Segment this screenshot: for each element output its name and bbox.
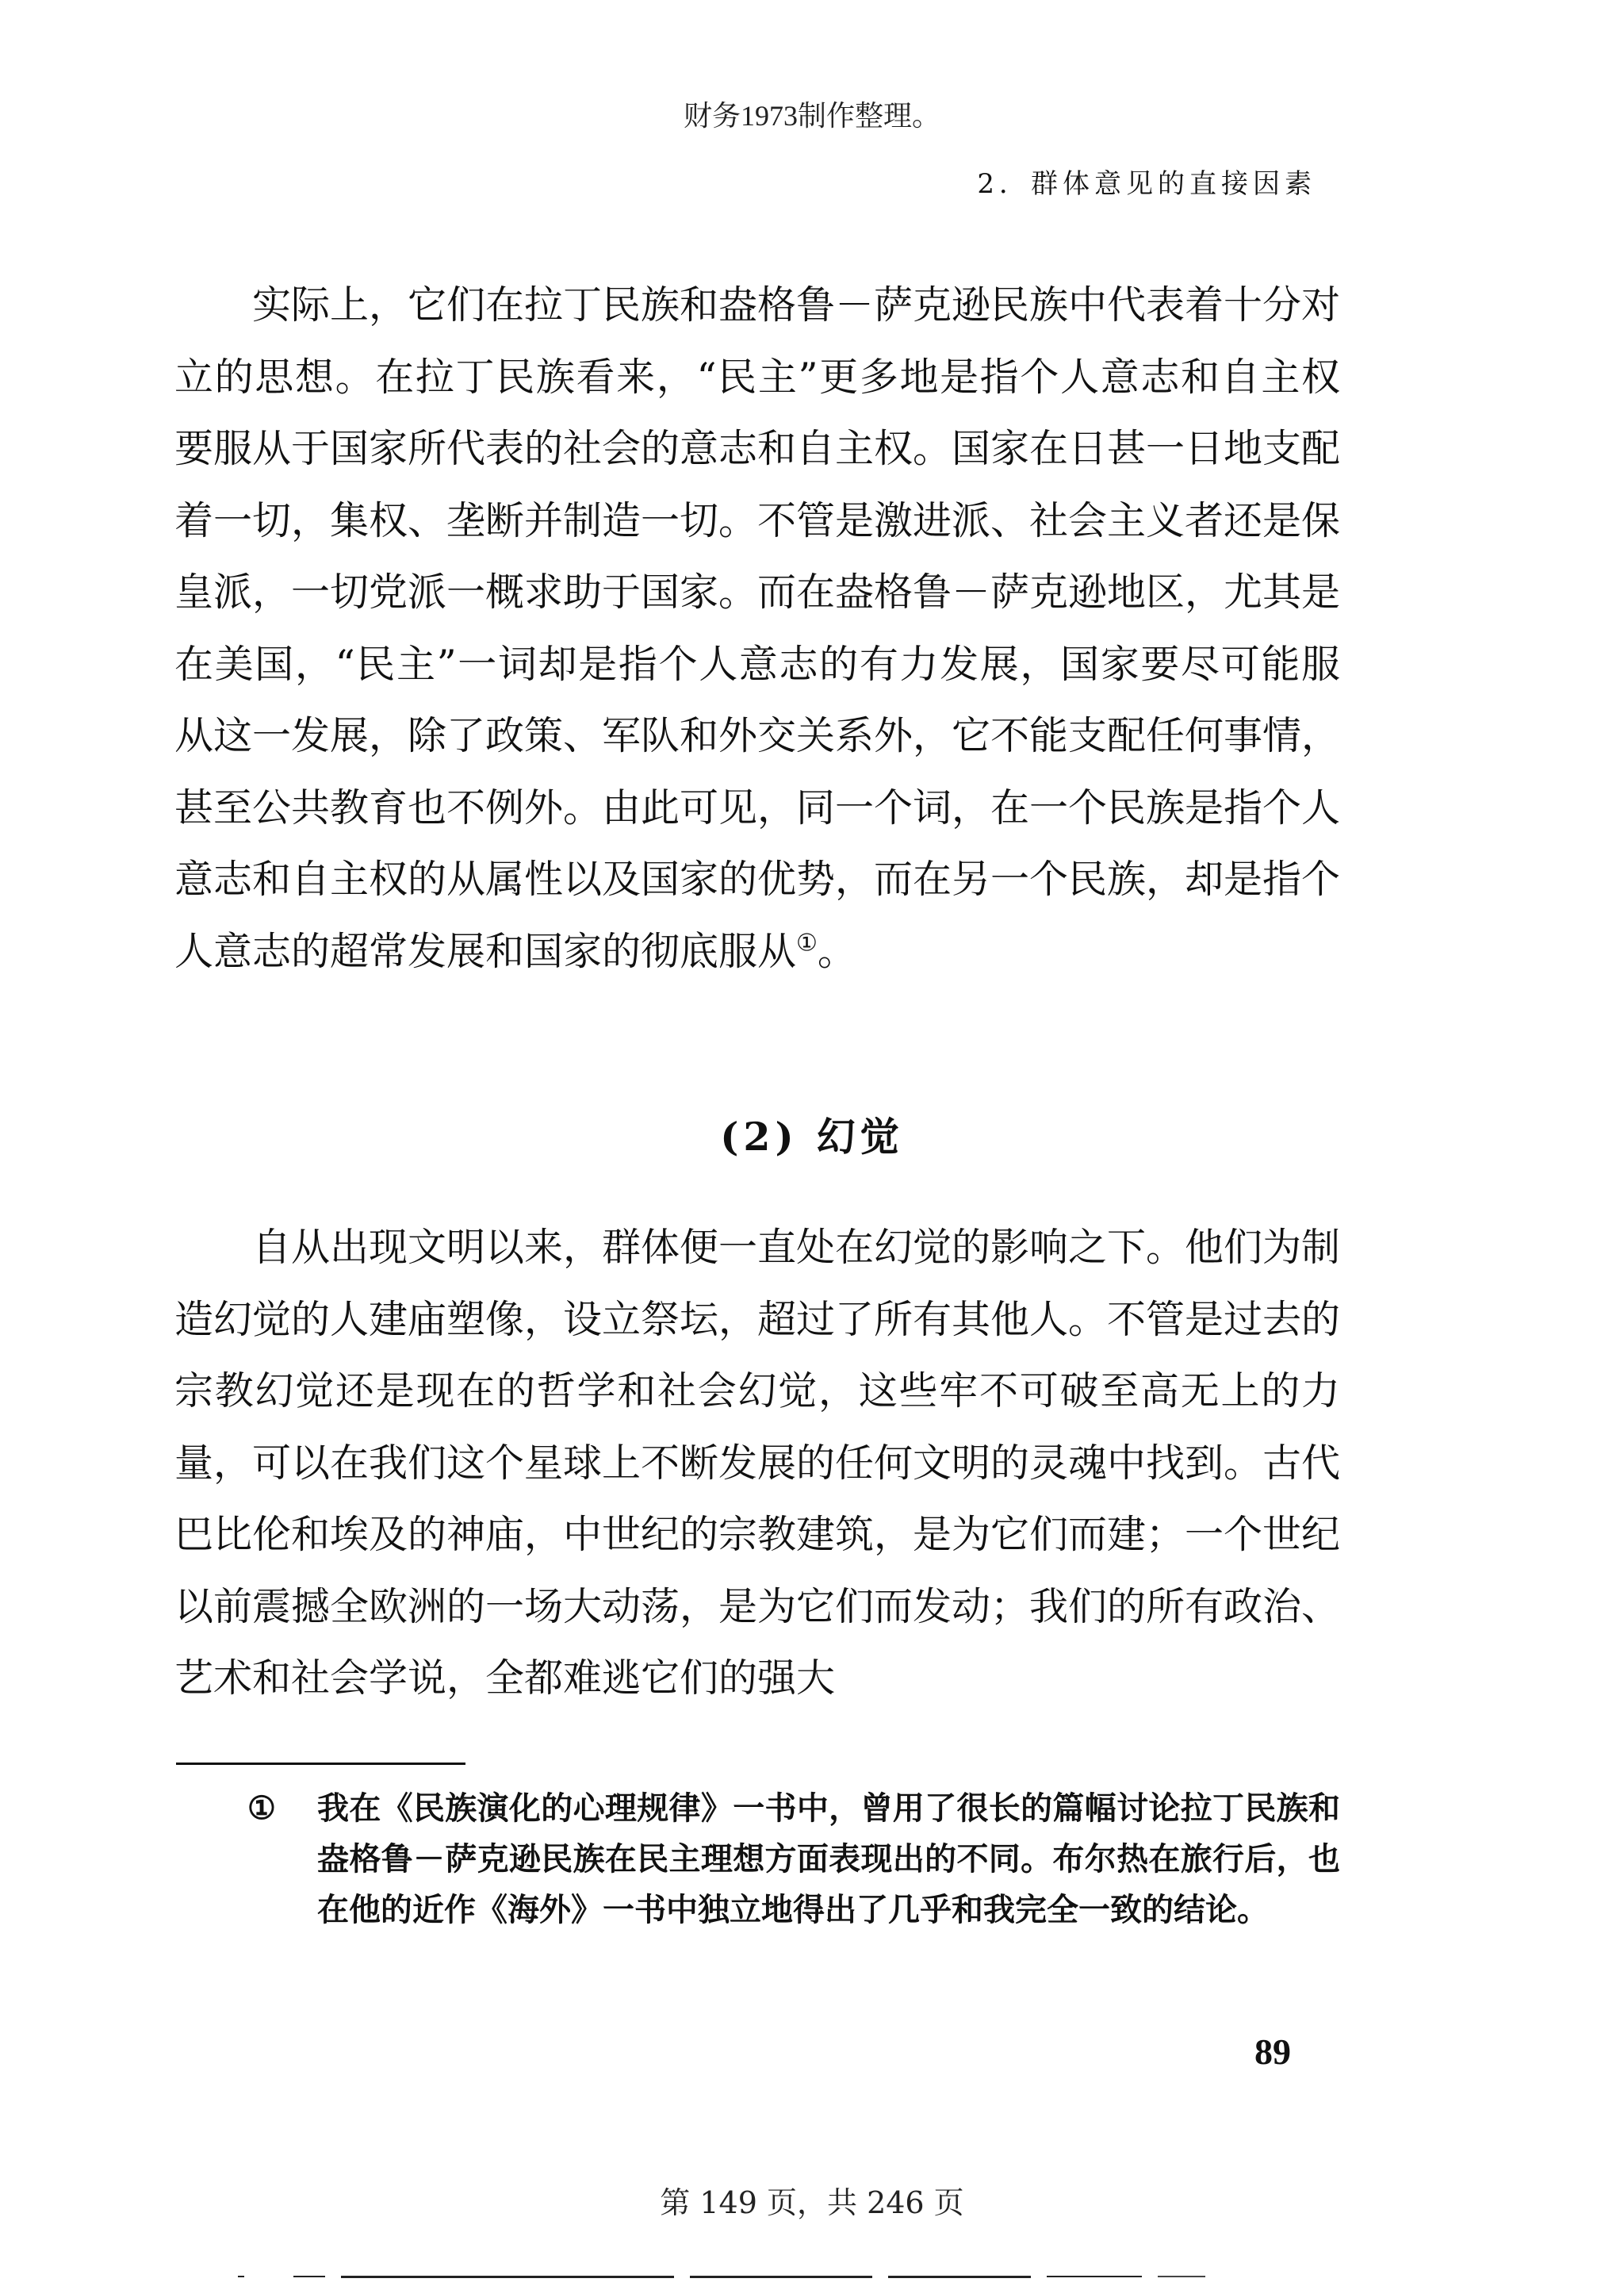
footnote-text: 我在《民族演化的心理规律》一书中，曾用了很长的篇幅讨论拉丁民族和盎格鲁－萨克逊民族在民主理想方面表现出的不同。布尔热在旅行后，也在他的近作《海外》一书中独立地得出了几乎和我完全一致的结论。 [317,1789,1340,1928]
scan-artifact-line [238,2275,1245,2279]
footnote-divider [176,1763,465,1765]
body-paragraph-2: 自从出现文明以来，群体便一直处在幻觉的影响之下。他们为制造幻觉的人建庙塑像，设立祭坛，超过了所有其他人。不管是过去的宗教幻觉还是现在的哲学和社会幻觉，这些牢不可破至高无上的力量，可以在我们这个星球上不断发展的任何文明的灵魂中找到。古代巴比伦和埃及的神庙，中世纪的宗教建筑，是为它们而建；一个世纪以前震撼全欧洲的一场大动荡，是为它们而发动；我们的所有政治、艺术和社会学说，全都难逃它们的强大 [174,1225,1341,1701]
body-paragraph-1 [174,270,1340,988]
watermark-text: 财务1973制作整理。 [683,100,940,132]
running-head: 2．群体意见的直接因素 [977,168,1316,200]
paragraph-1-end: 。 [817,928,856,974]
section-heading: (2) 幻觉 [720,1114,904,1160]
paragraph-1-text: 实际上，它们在拉丁民族和盎格鲁－萨克逊民族中代表着十分对立的思想。在拉丁民族看来，“民主”更多地是指个人意志和自主权要服从于国家所代表的社会的意志和自主权。国家在日甚一日地支配着一切，集权、垄断并制造一切。不管是激进派、社会主义者还是保皇派，一切党派一概求助于国家。而在盎格鲁－萨克逊地区，尤其是在美国，“民主”一词却是指个人意志的有力发展，国家要尽可能服从这一发展，除了政策、军队和外交关系外，它不能支配任何事情，甚至公共教育也不例外。由此可见，同一个词，在一个民族是指个人意志和自主权的从属性以及国家的优势，而在另一个民族，却是指个人意志的超常发展和国家的彻底服从 [174,282,1341,974]
page-counter: 第 149 页，共 246 页 [660,2185,964,2220]
footnote-reference[interactable]: ① [796,929,818,957]
footnote-mark: ① [247,1789,276,1827]
footnote [174,1783,1340,1928]
page-number: 89 [1254,2031,1291,2072]
